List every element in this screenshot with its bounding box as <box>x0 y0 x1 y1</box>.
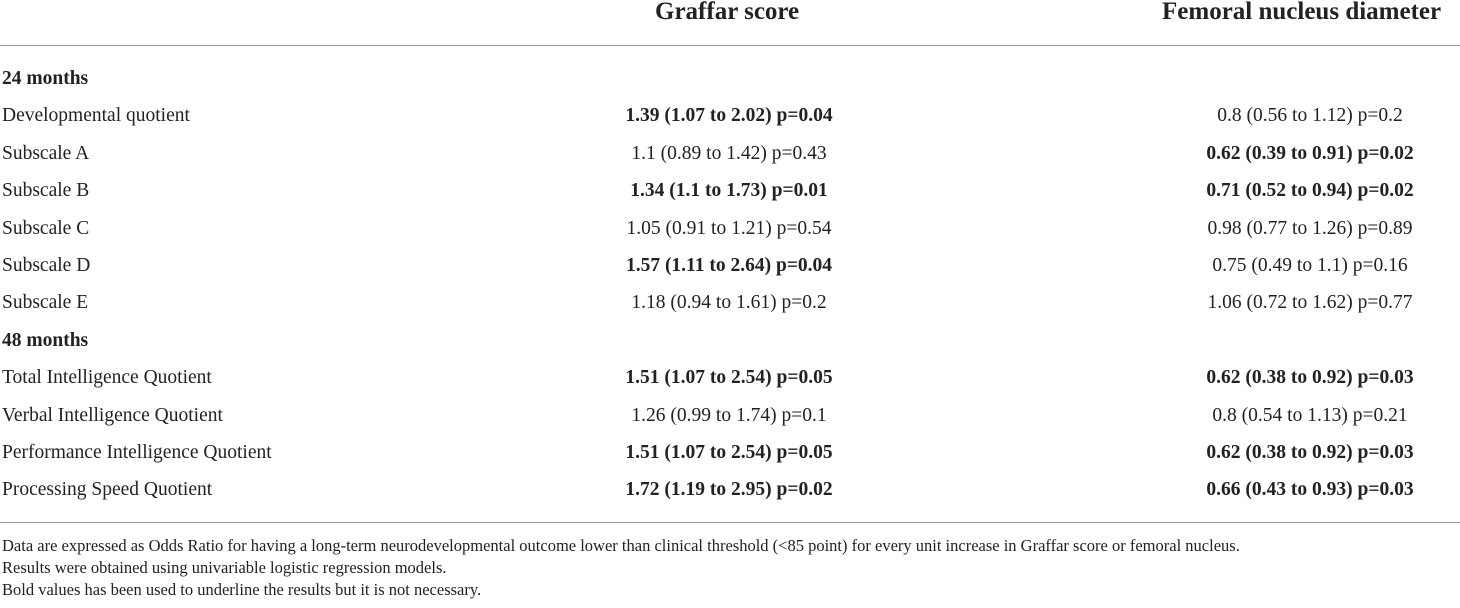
graffar-score-cell: 1.18 (0.94 to 1.61) p=0.2 <box>631 292 827 314</box>
row-label: Developmental quotient <box>2 105 190 127</box>
table-row <box>0 135 1460 172</box>
femoral-nucleus-cell: 0.71 (0.52 to 0.94) p=0.02 <box>1206 180 1414 202</box>
graffar-score-cell: 1.72 (1.19 to 2.95) p=0.02 <box>625 479 833 501</box>
section-title: 24 months <box>2 68 89 89</box>
footnote: Bold values has been used to underline the results but it is not necessary. <box>2 580 482 599</box>
graffar-score-cell: 1.34 (1.1 to 1.73) p=0.01 <box>630 180 828 202</box>
femoral-nucleus-cell: 0.62 (0.38 to 0.92) p=0.03 <box>1206 367 1414 389</box>
graffar-score-cell: 1.39 (1.07 to 2.02) p=0.04 <box>625 105 833 127</box>
graffar-score-cell: 1.51 (1.07 to 2.54) p=0.05 <box>625 367 833 389</box>
row-label: Subscale E <box>2 292 89 314</box>
femoral-nucleus-cell: 0.62 (0.39 to 0.91) p=0.02 <box>1206 142 1414 164</box>
table-row <box>0 247 1460 284</box>
femoral-nucleus-cell: 0.62 (0.38 to 0.92) p=0.03 <box>1206 441 1414 463</box>
row-label: Processing Speed Quotient <box>2 479 213 501</box>
femoral-nucleus-cell: 0.98 (0.77 to 1.26) p=0.89 <box>1207 217 1413 239</box>
table-body <box>0 60 1460 509</box>
table-row <box>0 434 1460 471</box>
row-label: Verbal Intelligence Quotient <box>2 404 223 426</box>
table-row <box>0 359 1460 396</box>
graffar-score-cell: 1.57 (1.11 to 2.64) p=0.04 <box>625 254 833 276</box>
column-header-graffar-score: Graffar score <box>655 0 800 25</box>
femoral-nucleus-cell: 1.06 (0.72 to 1.62) p=0.77 <box>1207 292 1413 314</box>
femoral-nucleus-cell: 0.75 (0.49 to 1.1) p=0.16 <box>1212 254 1408 276</box>
row-label: Total Intelligence Quotient <box>2 367 212 389</box>
header-divider <box>0 45 1460 46</box>
femoral-nucleus-cell: 0.8 (0.54 to 1.13) p=0.21 <box>1212 404 1408 426</box>
graffar-score-cell: 1.51 (1.07 to 2.54) p=0.05 <box>625 441 833 463</box>
table-row <box>0 97 1460 134</box>
row-label: Subscale C <box>2 217 90 239</box>
row-label: Subscale A <box>2 142 90 164</box>
footer-divider <box>0 522 1460 523</box>
footnote: Results were obtained using univariable logistic regression models. <box>2 558 447 577</box>
table-row <box>0 284 1460 321</box>
graffar-score-cell: 1.05 (0.91 to 1.21) p=0.54 <box>626 217 832 239</box>
table-footnotes <box>2 535 1240 601</box>
graffar-score-cell: 1.1 (0.89 to 1.42) p=0.43 <box>631 142 827 164</box>
section-header-row <box>0 322 1460 359</box>
table-row <box>0 397 1460 434</box>
graffar-score-cell: 1.26 (0.99 to 1.74) p=0.1 <box>631 404 827 426</box>
femoral-nucleus-cell: 0.66 (0.43 to 0.93) p=0.03 <box>1206 479 1414 501</box>
row-label: Subscale D <box>2 254 91 276</box>
row-label: Performance Intelligence Quotient <box>2 441 272 463</box>
footnote: Data are expressed as Odds Ratio for having a long-term neurodevelopmental outcome lower than clinical threshold (<85 point) for every unit increase in Graffar score or femoral nucleus. <box>2 536 1240 555</box>
table-header <box>0 0 1460 30</box>
row-label: Subscale B <box>2 180 90 202</box>
table-row <box>0 210 1460 247</box>
table-row <box>0 172 1460 209</box>
column-header-femoral-nucleus-diameter: Femoral nucleus diameter <box>1162 0 1442 25</box>
table-row <box>0 471 1460 508</box>
femoral-nucleus-cell: 0.8 (0.56 to 1.12) p=0.2 <box>1217 105 1403 127</box>
section-header-row <box>0 60 1460 97</box>
section-title: 48 months <box>2 329 89 351</box>
